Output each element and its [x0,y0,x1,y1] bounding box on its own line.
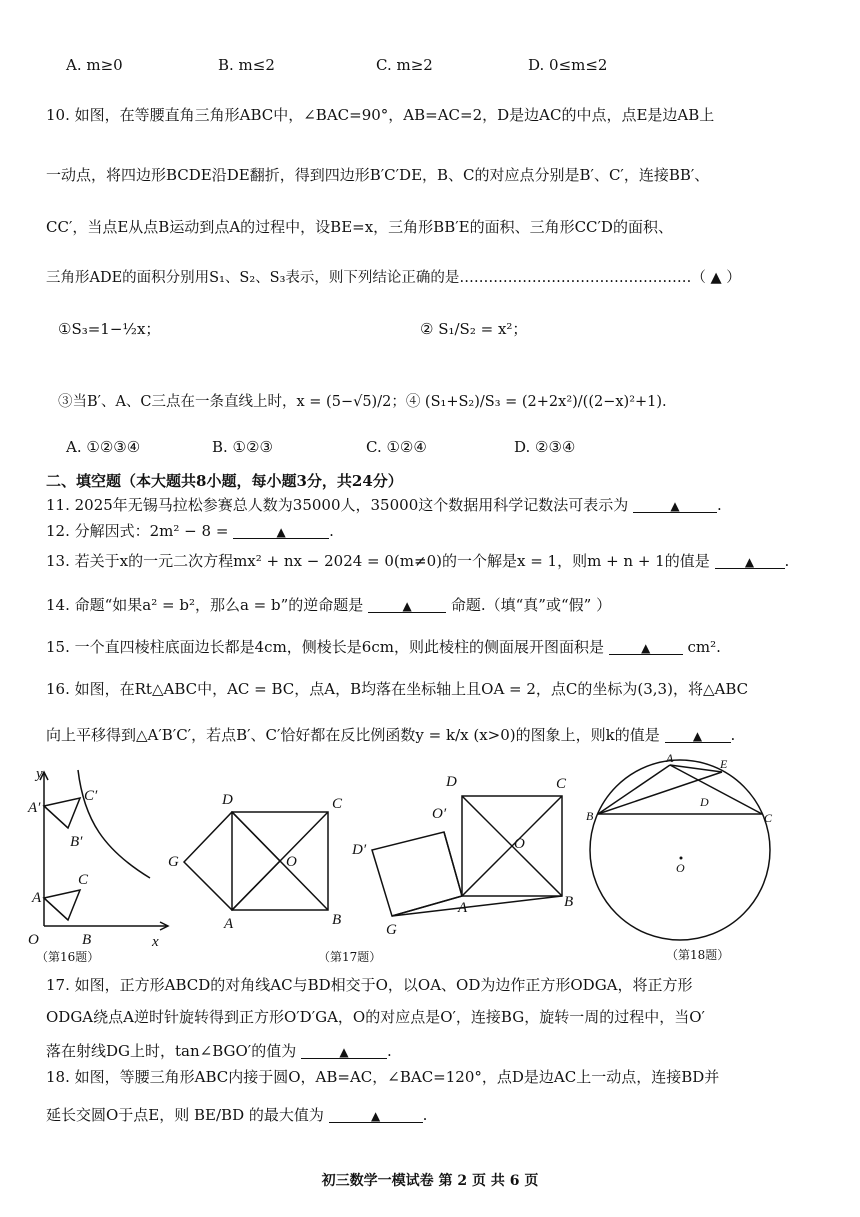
q11-text: 11. 2025年无锡马拉松参赛总人数为35000人，35000这个数据用科学记数法可表示为 [46,496,629,514]
q9-option-d: D. 0≤m≤2 [528,56,608,74]
q13-blank: ▲ [715,552,785,569]
fig17a-label-o: O [286,854,297,870]
fig16-label-x: x [152,934,159,950]
caption-fig16: （第16题） [36,950,100,964]
q10-line-1: 10. 如图，在等腰直角三角形ABC中，∠BAC=90°，AB=AC=2，D是边AC的中点，点E是边AB上 [46,106,715,124]
fig16-label-b-prime: B′ [70,834,83,850]
q16-line-2: 向上平移得到△A′B′C′，若点B′、C′恰好都在反比例函数y = k/x (x>0)的图象上，则k的值是 [46,726,660,744]
q15-blank: ▲ [609,638,683,655]
fig17b-label-o: O [514,836,525,852]
figure-16 [40,770,168,930]
q13-text: 13. 若关于x的一元二次方程mx² + nx − 2024 = 0(m≠0)的一个解是x = 1，则m + n + 1的值是 [46,552,710,570]
q10-statement-1: ①S₃=1−½x； [58,320,161,338]
q11-blank: ▲ [633,496,717,513]
q14-blank: ▲ [368,596,446,613]
fig18-label-a: A [666,751,674,765]
q16-blank: ▲ [665,726,731,743]
q9-option-b: B. m≤2 [218,56,275,74]
figure-17-rotated [372,796,562,916]
q10-option-d: D. ②③④ [514,438,576,456]
q15-unit: cm². [687,638,721,656]
fig17b-label-d-prime: D′ [352,842,367,858]
circle-center-dot [680,857,683,860]
fig17a-label-g: G [168,854,179,870]
q16-line-1: 16. 如图，在Rt△ABC中，AC = BC，点A，B均落在坐标轴上且OA = 2，点C的坐标为(3,3)，将△ABC [46,680,749,698]
fig16-label-a-prime: A′ [28,800,41,816]
q10-option-a: A. ①②③④ [66,438,141,456]
figures-row [0,750,860,970]
q10-statement-2: ② S₁/S₂ = x²； [420,320,528,338]
q10-line-3: CC′，当点E从点B运动到点A的过程中，设BE=x，三角形BB′E的面积、三角形CC′D的面积、 [46,218,673,236]
q17-line-1: 17. 如图，正方形ABCD的对角线AC与BD相交于O，以OA、OD为边作正方形ODGA，将正方形 [46,976,693,994]
q10-option-b: B. ①②③ [212,438,273,456]
q17-blank: ▲ [301,1042,387,1059]
q18-line-2: 延长交圆O于点E，则 BE/BD 的最大值为 [46,1106,324,1124]
q9-option-c: C. m≥2 [376,56,433,74]
fig18-label-c: C [764,811,773,825]
fig17b-label-g: G [386,922,397,938]
caption-fig17: （第17题） [318,950,382,964]
q10-option-c: C. ①②④ [366,438,427,456]
section-heading: 二、填空题（本大题共8小题，每小题3分，共24分） [46,472,403,490]
fig18-label-o: O [676,861,685,875]
fig17b-label-o-prime: O′ [432,806,447,822]
caption-fig18: （第18题） [666,948,730,962]
page-footer: 初三数学一模试卷 第 2 页 共 6 页 [321,1173,539,1189]
q12-text: 12. 分解因式：2m² − 8 = [46,522,229,540]
fig16-label-c: C [78,872,89,888]
fig17a-label-d: D [222,792,233,808]
fig17a-label-c: C [332,796,343,812]
q18-blank: ▲ [329,1106,423,1123]
fig18-label-d: D [700,795,709,809]
q14-text-end: 命题.（填“真”或“假” ） [450,596,612,614]
fig16-label-y: y [36,766,43,782]
q14-text: 14. 命题“如果a² = b²，那么a = b”的逆命题是 [46,596,364,614]
fig17a-label-b: B [332,912,342,928]
fig17b-label-c: C [556,776,567,792]
fig16-label-a: A [32,890,42,906]
q9-option-a: A. m≥0 [66,56,123,74]
q12-blank: ▲ [233,522,329,539]
fig16-label-o: O [28,932,39,948]
fig17b-label-a: A [458,900,468,916]
q17-line-3: 落在射线DG上时，tan∠BGO′的值为 [46,1042,297,1060]
fig18-label-b: B [586,809,594,823]
figure-18 [590,760,770,940]
fig17b-label-b: B [564,894,574,910]
q18-line-1: 18. 如图，等腰三角形ABC内接于圆O，AB=AC，∠BAC=120°，点D是边AC上一动点，连接BD并 [46,1068,720,1086]
q10-statement-3-4: ③当B′、A、C三点在一条直线上时，x = (5−√5)/2；④ (S₁+S₂)/S₃ = (2+2x²)/((2−x)²+1). [58,394,667,410]
fig16-label-c-prime: C′ [84,788,98,804]
q17-line-2: ODGA绕点A逆时针旋转得到正方形O′D′GA，O的对应点是O′，连接BG，旋转一周的过程中，当O′ [46,1008,705,1026]
fig17a-label-a: A [224,916,234,932]
figure-17-square [184,812,328,910]
fig18-label-e: E [720,757,728,771]
q10-line-4: 三角形ADE的面积分别用S₁、S₂、S₃表示，则下列结论正确的是…………………………………………（ ▲ ） [46,270,741,286]
q15-text: 15. 一个直四棱柱底面边长都是4cm，侧棱长是6cm，则此棱柱的侧面展开图面积是 [46,638,604,656]
q10-line-2: 一动点，将四边形BCDE沿DE翻折，得到四边形B′C′DE，B、C的对应点分别是B′、C′，连接BB′、 [46,166,710,184]
fig16-label-b: B [82,932,92,948]
fig17b-label-d: D [446,774,457,790]
